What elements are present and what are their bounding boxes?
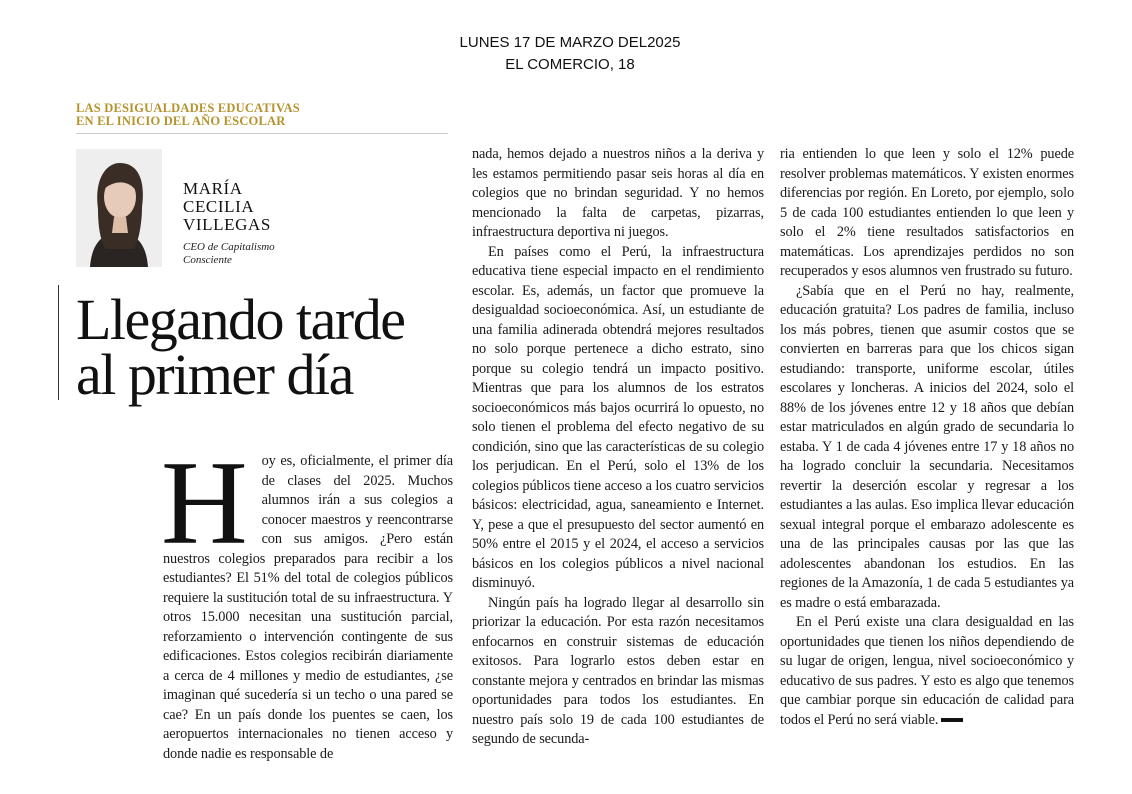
author-role [183, 241, 353, 267]
headline-line: al primer día [76, 342, 353, 407]
article-column-2 [472, 145, 764, 750]
paragraph: nada, hemos dejado a nuestros niños a la deriva y les estamos permitiendo pasar seis horas al día en colegios que no brindan seguridad. Y no hemos mencionado la falta de carpetas, pizarras, infraestructura deportiva ni juegos. [472, 146, 764, 240]
article-headline [76, 287, 448, 407]
article-column-3 [780, 145, 1074, 730]
issue-date: LUNES 17 DE MARZO DEL2025 [459, 34, 681, 51]
author-role-line: Consciente [183, 254, 232, 266]
author-photo [76, 149, 162, 267]
article-column-1 [161, 436, 453, 764]
paragraph: En países como el Perú, la infraestructura educativa tiene especial impacto en el rendimiento escolar. Es, además, un factor que promueve la desigualdad socioeconómica. Así, un estudiante de una familia adinerada obtendrá mejores resultados no solo porque pertenece a dicho estrato, sino porque su colegio tendrá un impacto positivo. Mientras que para los alumnos de los estratos socioeconómicos más bajos ocurrirá lo opuesto, no solo tienen el problema del efecto negativo de su condición, sino que las características de su colegio los perjudican. En el Perú, solo el 13% de los colegios públicos tiene acceso a los cuatro servicios básicos: electricidad, agua, saneamiento e Internet. Y, pese a que el presupuesto del sector aumentó en 50% entre el 2015 y el 2024, el acceso a servicios básicos en los colegios públicos a nivel nacional disminuyó. [472, 243, 764, 591]
drop-cap: H [161, 436, 248, 569]
author-role-line: CEO de Capitalismo [183, 241, 275, 253]
headline-rule [58, 285, 59, 400]
kicker-divider [76, 133, 448, 134]
author-portrait-icon [76, 149, 162, 267]
author-name-line: VILLEGAS [183, 215, 271, 234]
paragraph-text: oy es, oficialmente, el primer día de clases del 2025. Muchos alumnos irán a sus colegios a conocer maestros y reencontrarse con sus amigos. ¿Pero están nuestros colegios preparados para recibir a los estudiantes? El 51% del total de colegios públicos requiere la sustitución total de su infraestructura. Y otros 15.000 necesitan una sustitución parcial, reforzamiento o intervención contingente de sus edificaciones. Estos colegios recibirán diariamente a cerca de 4 millones y medio de estudiantes, ¿se imaginan qué sucedería si un techo o una pared se cae? En un país donde los puentes se caen, los aeropuertos internacionales no tienen acceso y donde nadie es responsable de [163, 453, 453, 762]
page-header [440, 32, 700, 76]
headline-line: Llegando tarde [76, 287, 405, 352]
paragraph: ria entienden lo que leen y solo el 12% puede resolver problemas matemáticos. Y existen enormes diferencias por región. En Loreto, por ejemplo, solo 5 de cada 100 estudiantes entienden lo que leen y solo el 2% tiene resultados satisfactorios en matemáticas. Los aprendizajes perdidos no son recuperados y esos alumnos ven frustrado su futuro. [780, 146, 1074, 279]
paragraph: ¿Sabía que en el Perú no hay, realmente, educación gratuita? Los padres de familia, incluso los más pobres, tienen que asumir costos que se convierten en barreras para que los chicos sigan estudiando: transporte, uniforme escolar, útiles escolares y loncheras. A inicios del 2024, solo el 88% de los jóvenes entre 12 y 18 años que debían estar matriculados en algún grado de secundaria lo estaba. Y 1 de cada 4 jóvenes entre 17 y 18 años no ha logrado concluir la secundaria. Necesitamos revertir la deserción escolar y regresar a los estudiantes a las aulas. Eso implica llevar educación sexual integral porque el embarazo adolescente es una de las principales causas por las que las adolescentes abandonan los estudios. En las regiones de la Amazonía, 1 de cada 5 estudiantes ya es madre o está embarazada. [780, 282, 1074, 611]
author-name [183, 180, 343, 234]
kicker-line: EN EL INICIO DEL AÑO ESCOLAR [76, 114, 286, 128]
paragraph [780, 613, 1074, 730]
section-kicker [76, 102, 376, 128]
paragraph [161, 436, 453, 764]
paragraph: Ningún país ha logrado llegar al desarrollo sin priorizar la educación. Por esta razón necesitamos enfocarnos en construir sistemas de educación exitosos. Para lograrlo estos deben estar en constante mejora y centrados en brindar las mismas oportunidades para todos los estudiantes. En nuestro país solo 19 de cada 100 estudiantes de segundo de secunda- [472, 594, 764, 747]
author-name-line: MARÍA [183, 179, 243, 198]
paragraph-text: En el Perú existe una clara desigualdad en las oportunidades que tienen los niños dependiendo de su lugar de origen, lengua, nivel socioeconómico y educativo de sus padres. Y esto es algo que tenemos que cambiar porque sin educación de calidad para todos el Perú no será viable. [780, 614, 1074, 728]
end-mark-icon [941, 718, 963, 722]
kicker-line: LAS DESIGUALDADES EDUCATIVAS [76, 101, 300, 115]
author-name-line: CECILIA [183, 197, 255, 216]
publication-page: EL COMERCIO, 18 [505, 56, 635, 73]
